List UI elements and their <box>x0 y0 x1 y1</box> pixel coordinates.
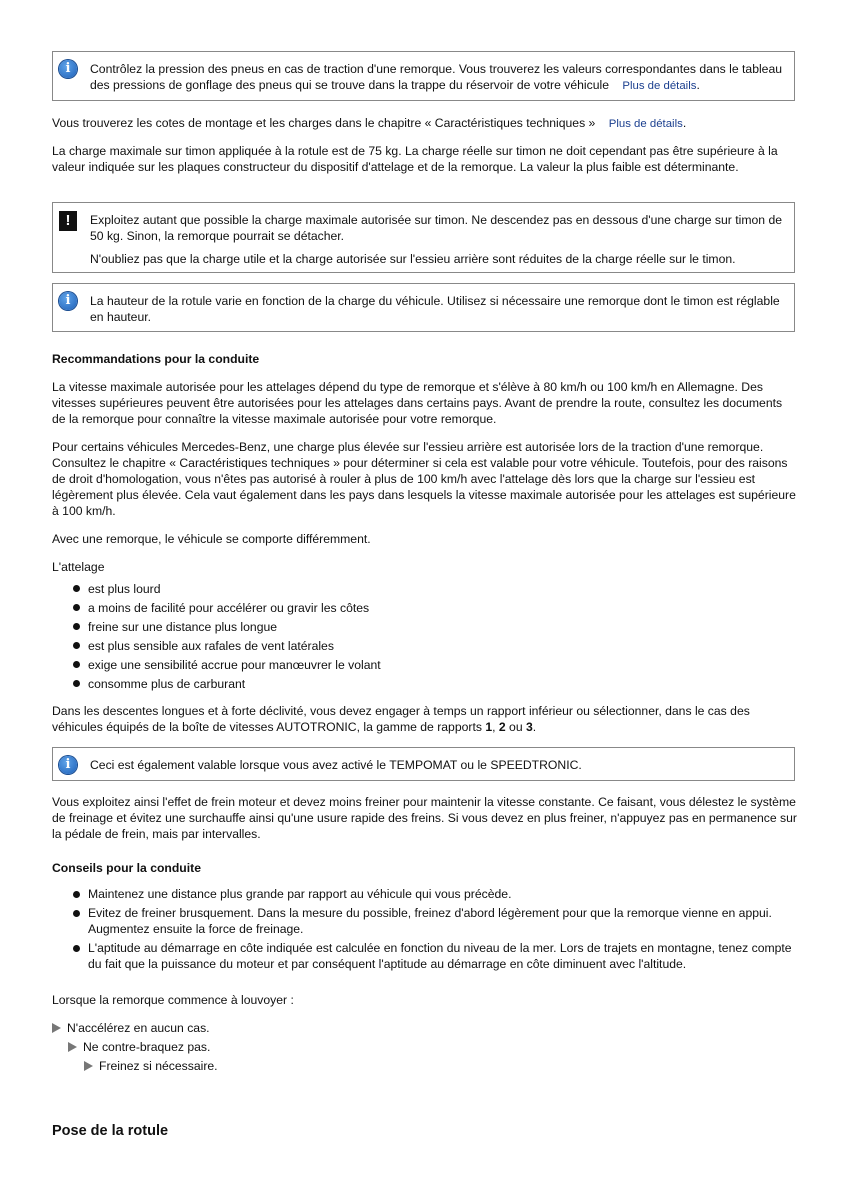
descent-paragraph: Dans les descentes longues et à forte déclivité, vous devez engager à temps un rapport inférieur ou sélectionner, dans le cas des véhicules équipés de la boîte de vitesses AUTOTRONIC, la gamme de rapports 1, 2 ou 3. <box>52 704 750 734</box>
step-item: Ne contre-braquez pas. <box>68 1039 210 1055</box>
step-item: Freinez si nécessaire. <box>84 1058 218 1074</box>
more-details-link[interactable]: Plus de détails <box>622 80 697 92</box>
info-note-ball-height <box>52 283 795 332</box>
heading-driving-tips: Conseils pour la conduite <box>52 861 201 875</box>
note-text: La hauteur de la rotule varie en fonction de la charge du véhicule. Utilisez si nécessaire une remorque dont le timon est réglable en hauteur. <box>90 294 780 324</box>
step-item: N'accélérez en aucun cas. <box>52 1020 210 1036</box>
note-text: Contrôlez la pression des pneus en cas de traction d'une remorque. Vous trouverez les valeurs correspondantes dans le tableau des pressions de gonflage des pneus qui se trouve dans la trappe du réservoir de votre véhicule Plus de détails. <box>90 62 783 92</box>
max-load-paragraph: La charge maximale sur timon appliquée à la rotule est de 75 kg. La charge réelle sur timon ne doit cependant pas être supérieure à la valeur indiquée sur les plaques constructeur du dispositif d'attelage et de la remorque. La valeur la plus faible est déterminante. <box>52 144 778 174</box>
info-icon: i <box>59 756 77 774</box>
info-icon: i <box>59 292 77 310</box>
more-details-link[interactable]: Plus de détails <box>608 118 683 130</box>
warning-note <box>52 202 795 273</box>
behavior-paragraph: Avec une remorque, le véhicule se comporte différemment. <box>52 532 371 546</box>
list-item: a moins de facilité pour accélérer ou gravir les côtes <box>70 599 797 618</box>
list-item: Maintenez une distance plus grande par rapport au véhicule qui vous précède. <box>70 886 797 902</box>
axle-load-paragraph: Pour certains véhicules Mercedes-Benz, une charge plus élevée sur l'essieu arrière est autorisée lors de la traction d'une remorque. Consultez le chapitre « Caractéristiques techniques » pour déterminer si cela est valable pour votre véhicule. Toutefois, pour des raisons de droit d'homologation, vous n'êtes pas autorisé à rouler à plus de 100 km/h avec l'attelage dès lors que la charge sur l'essieu est légèrement plus élevée. Cela vaut également dans les pays dans lesquels la vitesse maximale autorisée pour les attelages est supérieure à 100 km/h. <box>52 440 796 518</box>
heading-driving-recommendations: Recommandations pour la conduite <box>52 352 260 366</box>
list-intro: L'attelage <box>52 560 105 574</box>
info-note-tempomat <box>52 747 795 781</box>
list-item: est plus lourd <box>70 580 797 599</box>
speed-paragraph: La vitesse maximale autorisée pour les attelages dépend du type de remorque et s'élève à 80 km/h ou 100 km/h en Allemagne. Des vitesses supérieures peuvent être autorisées pour les attelages dans certains pays. Avant de prendre la route, consultez les documents de la remorque pour connaître la vitesse maximale autorisée pour votre remorque. <box>52 380 783 426</box>
sway-intro: Lorsque la remorque commence à louvoyer : <box>52 993 294 1007</box>
list-item: L'aptitude au démarrage en côte indiquée est calculée en fonction du niveau de la mer. Lors de trajets en montagne, tenez compte du fait que la puissance du moteur et par conséquent l'aptitude au démarrage en côte diminuent avec l'altitude. <box>70 940 797 972</box>
list-item: freine sur une distance plus longue <box>70 618 797 637</box>
engine-brake-paragraph: Vous exploitez ainsi l'effet de frein moteur et devez moins freiner pour maintenir la vitesse constante. Ce faisant, vous délestez le système de freinage et évitez une surchauffe ainsi qu'une usure rapide des freins. Si vous devez en plus freiner, n'appuyez pas en permanence sur la pédale de frein, mais par intervalles. <box>52 795 797 841</box>
trailer-behavior-list <box>70 580 797 694</box>
info-note-tire-pressure <box>52 51 795 101</box>
list-item: est plus sensible aux rafales de vent latérales <box>70 637 797 656</box>
list-item: Evitez de freiner brusquement. Dans la mesure du possible, freinez d'abord légèrement pour que la remorque vienne en appui. Augmentez ensuite la force de freinage. <box>70 905 797 937</box>
note-text: Ceci est également valable lorsque vous avez activé le TEMPOMAT ou le SPEEDTRONIC. <box>90 758 582 772</box>
warning-icon: ! <box>59 211 77 231</box>
info-icon: i <box>59 60 77 78</box>
list-item: consomme plus de carburant <box>70 675 797 694</box>
warning-text-2: N'oubliez pas que la charge utile et la charge autorisée sur l'essieu arrière sont réduites de la charge réelle sur le timon. <box>90 252 736 266</box>
section-title: Pose de la rotule <box>52 1123 169 1139</box>
driving-tips-list <box>70 886 797 972</box>
mounting-paragraph: Vous trouverez les cotes de montage et les charges dans le chapitre « Caractéristiques techniques » Plus de détails. <box>52 116 687 130</box>
warning-text-1: Exploitez autant que possible la charge maximale autorisée sur timon. Ne descendez pas en dessous d'une charge sur timon de 50 kg. Sinon, la remorque pourrait se détacher. <box>90 213 782 243</box>
list-item: exige une sensibilité accrue pour manœuvrer le volant <box>70 656 797 675</box>
